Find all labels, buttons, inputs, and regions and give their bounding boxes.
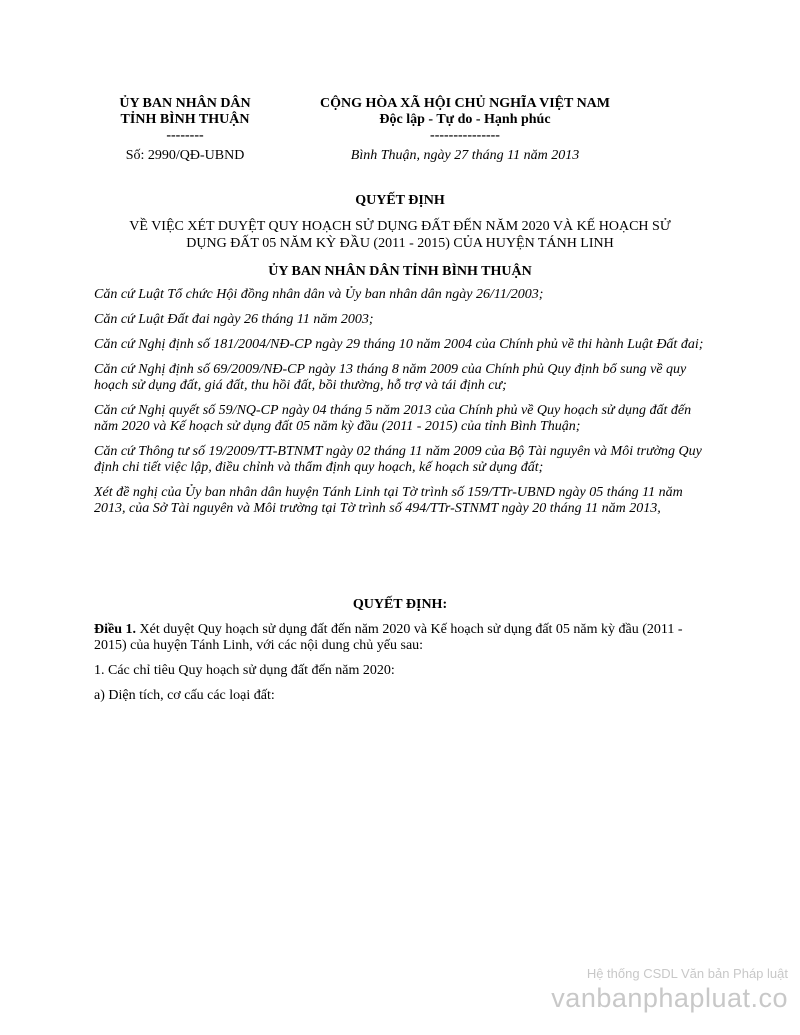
preamble bbox=[94, 287, 714, 526]
preamble-clause: Căn cứ Luật Đất đai ngày 26 tháng 11 năm 2003; bbox=[94, 312, 374, 327]
watermark bbox=[551, 966, 788, 1014]
document-title: QUYẾT ĐỊNH bbox=[355, 193, 445, 208]
document-number: Số: 2990/QĐ-UBND bbox=[125, 148, 245, 163]
decision-body bbox=[94, 622, 714, 713]
item-1: 1. Các chỉ tiêu Quy hoạch sử dụng đất đến năm 2020: bbox=[94, 663, 395, 678]
preamble-clause: Căn cứ Thông tư số 19/2009/TT-BTNMT ngày 02 tháng 11 năm 2009 của Bộ Tài nguyên và Môi trường Quy định chi tiết việc lập, điều chỉnh và thẩm định quy hoạch, kế hoạch sử dụng đất; bbox=[94, 444, 702, 475]
subject-line-1: VỀ VIỆC XÉT DUYỆT QUY HOẠCH SỬ DỤNG ĐẤT ĐẾN NĂM 2020 VÀ KẾ HOẠCH SỬ bbox=[129, 219, 671, 234]
right-divider: --------------- bbox=[430, 128, 500, 143]
document-subject bbox=[80, 218, 720, 252]
header-right bbox=[290, 96, 640, 164]
article-1 bbox=[94, 622, 714, 654]
article-1-text: Xét duyệt Quy hoạch sử dụng đất đến năm 2020 và Kế hoạch sử dụng đất 05 năm kỳ đầu (2011 - 2015) của huyện Tánh Linh, với các nội dung chủ yếu sau: bbox=[94, 622, 683, 653]
left-divider: -------- bbox=[166, 128, 204, 143]
issuing-authority: ỦY BAN NHÂN DÂN TỈNH BÌNH THUẬN bbox=[268, 264, 532, 279]
agency-name: ỦY BAN NHÂN DÂN bbox=[119, 96, 251, 111]
national-motto: Độc lập - Tự do - Hạnh phúc bbox=[379, 112, 551, 127]
decision-heading: QUYẾT ĐỊNH: bbox=[352, 597, 448, 612]
preamble-clause: Căn cứ Nghị quyết số 59/NQ-CP ngày 04 tháng 5 năm 2013 của Chính phủ về Quy hoạch sử dụng đất đến năm 2020 và Kế hoạch sử dụng đất 05 năm kỳ đầu (2011 - 2015) của tỉnh Bình Thuận; bbox=[94, 403, 692, 434]
watermark-tagline: Hệ thống CSDL Văn bản Pháp luật bbox=[586, 966, 788, 981]
preamble-clause: Căn cứ Luật Tổ chức Hội đồng nhân dân và Ủy ban nhân dân ngày 26/11/2003; bbox=[94, 287, 544, 302]
issue-date: Bình Thuận, ngày 27 tháng 11 năm 2013 bbox=[350, 148, 580, 163]
watermark-site: vanbanphapluat.co bbox=[551, 983, 788, 1013]
preamble-clause: Xét đề nghị của Ủy ban nhân dân huyện Tánh Linh tại Tờ trình số 159/TTr-UBND ngày 05 tháng 11 năm 2013, của Sở Tài nguyên và Môi trường tại Tờ trình số 494/TTr-STNMT ngày 20 tháng 11 năm 2013, bbox=[94, 485, 683, 516]
preamble-clause: Căn cứ Nghị định số 181/2004/NĐ-CP ngày 29 tháng 10 năm 2004 của Chính phủ về thi hành Luật Đất đai; bbox=[94, 337, 704, 352]
header-left bbox=[100, 96, 270, 164]
country-name: CỘNG HÒA XÃ HỘI CHỦ NGHĨA VIỆT NAM bbox=[319, 96, 610, 111]
item-1a: a) Diện tích, cơ cấu các loại đất: bbox=[94, 688, 275, 703]
subject-line-2: DỤNG ĐẤT 05 NĂM KỲ ĐẦU (2011 - 2015) CỦA HUYỆN TÁNH LINH bbox=[186, 236, 614, 251]
article-1-label: Điều 1. bbox=[94, 622, 136, 637]
preamble-clause: Căn cứ Nghị định số 69/2009/NĐ-CP ngày 13 tháng 8 năm 2009 của Chính phủ Quy định bổ sung về quy hoạch sử dụng đất, giá đất, thu hồi đất, bồi thường, hỗ trợ và tái định cư; bbox=[94, 362, 687, 393]
province-name: TỈNH BÌNH THUẬN bbox=[120, 112, 250, 127]
